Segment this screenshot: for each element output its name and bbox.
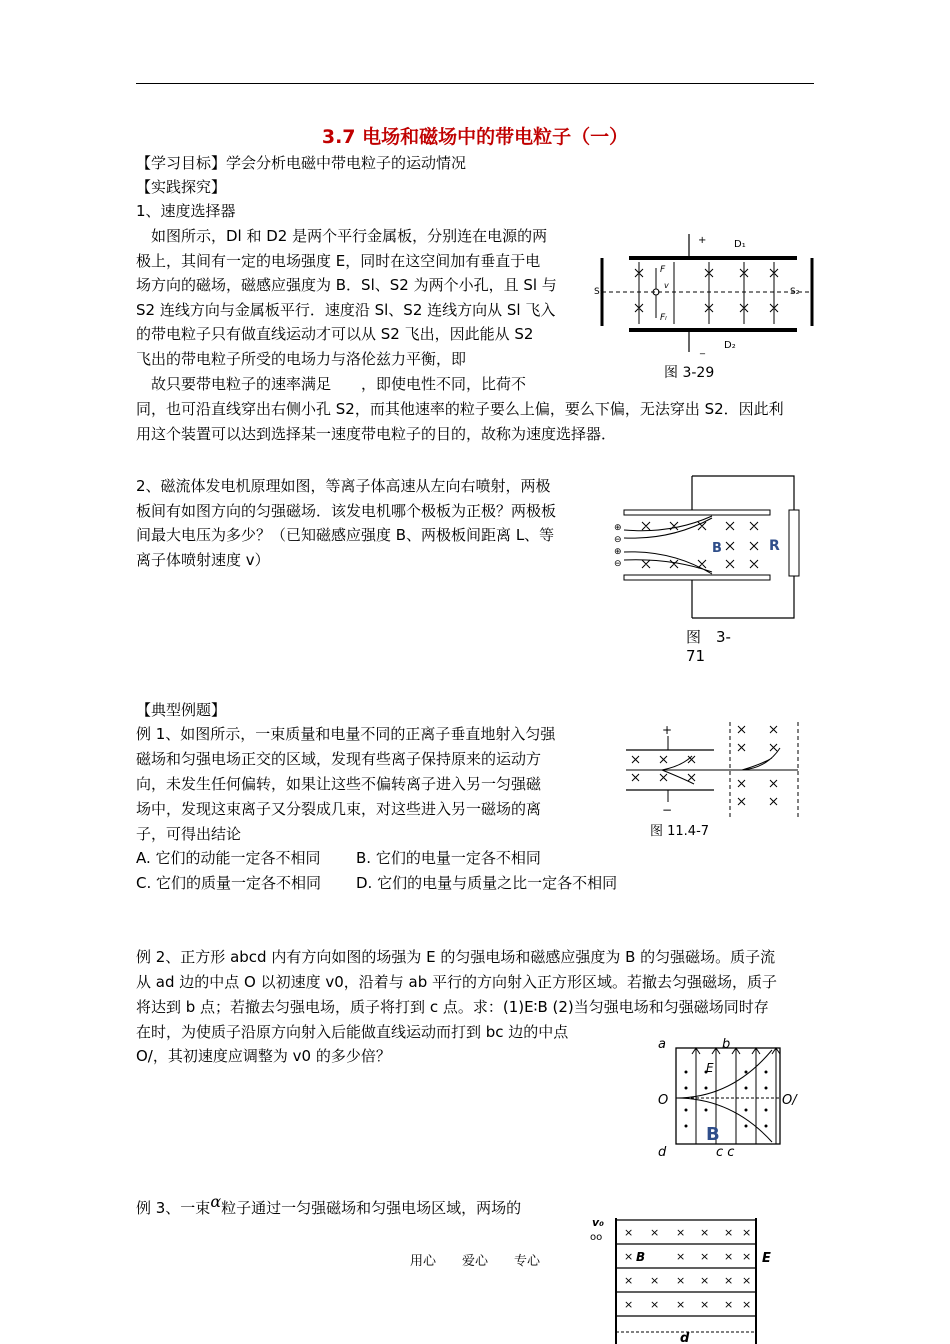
v0-label: v₀ — [592, 1216, 604, 1229]
svg-text:×: × — [700, 1226, 710, 1239]
s1-line: 同，也可沿直线穿出右侧小孔 S2，而其他速率的粒子要么上偏，要么下偏，无法穿出 S2．因此利 — [136, 400, 784, 418]
c-label: c c — [716, 1145, 735, 1160]
section1-heading: 1、速度选择器 — [136, 202, 236, 220]
ion-beam-figure — [622, 718, 802, 818]
d-label: d — [658, 1145, 667, 1160]
ex2-line: 例 2、正方形 abcd 内有方向如图的场强为 E 的匀强电场和磁感应强度为 B 的匀强磁场。质子流 — [136, 948, 776, 966]
s1-line: 的带电粒子只有做直线运动才可以从 S2 飞出，因此能从 S2 — [136, 325, 534, 343]
svg-text:×: × — [742, 1250, 752, 1263]
svg-text:×: × — [624, 1298, 634, 1311]
svg-text:×: × — [624, 1226, 634, 1239]
option-c: C. 它们的质量一定各不相同 — [136, 874, 322, 892]
practice-heading: 【实践探究】 — [136, 178, 227, 196]
svg-text:×: × — [742, 1274, 752, 1287]
figure-caption: 图 3-29 — [664, 365, 715, 381]
svg-text:×: × — [742, 1298, 752, 1311]
o-label: O — [658, 1093, 669, 1108]
minus-label: _ — [700, 344, 705, 355]
o-prime-label: O/ — [782, 1093, 797, 1108]
figure-caption: 图 11.4-7 — [650, 824, 710, 839]
svg-text:⊖: ⊖ — [614, 559, 622, 569]
f-label: F — [660, 265, 666, 275]
r-label: R — [769, 538, 780, 554]
svg-text:×: × — [624, 1250, 634, 1263]
b-field-label: B — [706, 1124, 720, 1145]
s1-line: S2 连线方向与金属板平行．速度沿 Sl、S2 连线方向从 Sl 飞入 — [136, 301, 556, 319]
s2-line: 2、磁流体发电机原理如图，等离子体高速从左向右喷射，两极 — [136, 477, 551, 495]
svg-text:×: × — [724, 1250, 734, 1263]
svg-text:×: × — [742, 1226, 752, 1239]
svg-text:×: × — [650, 1274, 660, 1287]
svg-text:×: × — [724, 1274, 734, 1287]
svg-text:×: × — [700, 1274, 710, 1287]
s2-line: 间最大电压为多少？（已知磁感应强度 B、两极板间距离 L、等 — [136, 526, 555, 544]
ex3-prefix: 例 3、一束 — [136, 1199, 211, 1217]
plus-label: + — [698, 235, 707, 246]
svg-text:×: × — [700, 1250, 710, 1263]
s1-line: 如图所示，Dl 和 D2 是两个平行金属板，分别连在电源的两 — [136, 227, 548, 245]
b-point-label: b — [722, 1037, 731, 1052]
square-field-figure — [652, 1032, 802, 1162]
ex3-suffix: 粒子通过一匀强磁场和匀强电场区域，两场的 — [221, 1199, 522, 1217]
svg-text:×: × — [724, 1226, 734, 1239]
svg-text:×: × — [676, 1250, 686, 1263]
ex1-line: 子，可得出结论 — [136, 825, 242, 843]
fl-label: Fₗ — [660, 313, 667, 323]
ex2-line: 从 ad 边的中点 O 以初速度 v0，沿着与 ab 平行的方向射入正方形区域。若撤去匀强磁场，质子 — [136, 973, 778, 991]
s1-label: S₁ — [594, 287, 604, 297]
v-label: v — [664, 281, 669, 290]
ex2-line: 将达到 b 点；若撤去匀强电场，质子将打到 c 点。求：(1)E∶B (2)当匀强电场和匀强磁场同时存 — [136, 998, 769, 1016]
svg-text:×: × — [700, 1298, 710, 1311]
b-field-label: B — [636, 1250, 646, 1264]
s1-line: 故只要带电粒子的速率满足 ，即使电性不同，比荷不 — [136, 375, 527, 393]
s1-line: 用这个装置可以达到选择某一速度带电粒子的目的，故称为速度选择器． — [136, 425, 617, 443]
d-length-label: d — [680, 1331, 690, 1344]
d1-label: D₁ — [734, 239, 746, 250]
option-a: A. 它们的动能一定各不相同 — [136, 849, 321, 867]
ex2-line: 在时，为使质子沿原方向射入后能做直线运动而打到 bc 边的中点 — [136, 1023, 569, 1041]
footer: 用心 爱心 专心 — [409, 1254, 540, 1269]
alpha-field-figure — [588, 1212, 788, 1344]
page-title: 3.7 电场和磁场中的带电粒子（一） — [321, 126, 629, 148]
svg-text:×: × — [676, 1226, 686, 1239]
option-d: D. 它们的电量与质量之比一定各不相同 — [356, 874, 618, 892]
e-label: E — [706, 1061, 714, 1075]
s2-line: 离子体喷射速度 v） — [136, 551, 270, 569]
examples-heading: 【典型例题】 — [136, 701, 227, 719]
b-label: B — [712, 541, 722, 556]
a-label: a — [658, 1037, 666, 1052]
e-field-label: E — [762, 1251, 771, 1266]
svg-text:+: + — [662, 723, 673, 737]
svg-text:×: × — [676, 1298, 686, 1311]
s1-line: 飞出的带电粒子所受的电场力与洛伦兹力平衡，即 — [136, 350, 467, 368]
header-rule — [136, 83, 814, 84]
figure-caption: 图 3- — [686, 628, 731, 646]
mhd-generator-figure — [612, 470, 802, 622]
ex1-line: 场中，发现这束离子又分裂成几束，对这些进入另一磁场的离 — [136, 800, 542, 818]
svg-text:⊖: ⊖ — [614, 535, 622, 545]
ex3-line — [136, 1192, 522, 1220]
svg-text:⊕: ⊕ — [614, 547, 622, 557]
svg-text:×: × — [650, 1226, 660, 1239]
ex1-line: 向，未发生任何偏转，如果让这些不偏转离子进入另一匀强磁 — [136, 775, 542, 793]
svg-text:⊕: ⊕ — [614, 523, 622, 533]
figure-caption: 71 — [686, 647, 706, 665]
alpha-symbol: α — [210, 1192, 222, 1211]
option-b: B. 它们的电量一定各不相同 — [356, 849, 541, 867]
learning-goal: 【学习目标】学会分析电磁中带电粒子的运动情况 — [136, 154, 467, 172]
svg-text:oo: oo — [590, 1232, 603, 1243]
s2-label: S₂ — [790, 287, 800, 297]
s1-line: 极上，其间有一定的电场强度 E，同时在这空间加有垂直于电 — [136, 252, 541, 270]
velocity-selector-figure — [594, 228, 818, 360]
ex1-line: 例 1、如图所示，一束质量和电量不同的正离子垂直地射入匀强 — [136, 725, 556, 743]
d2-label: D₂ — [724, 340, 736, 351]
s2-line: 板间有如图方向的匀强磁场．该发电机哪个极板为正极？两极板 — [136, 502, 557, 520]
svg-text:×: × — [624, 1274, 634, 1287]
svg-text:−: − — [662, 803, 673, 817]
s1-line: 场方向的磁场，磁感应强度为 B．Sl、S2 为两个小孔，且 Sl 与 — [136, 276, 557, 294]
ex1-line: 磁场和匀强电场正交的区域，发现有些离子保持原来的运动方 — [136, 750, 542, 768]
svg-text:×: × — [724, 1298, 734, 1311]
svg-text:×: × — [676, 1274, 686, 1287]
svg-text:×: × — [650, 1298, 660, 1311]
ex2-line: O/，其初速度应调整为 v0 的多少倍？ — [136, 1047, 391, 1065]
